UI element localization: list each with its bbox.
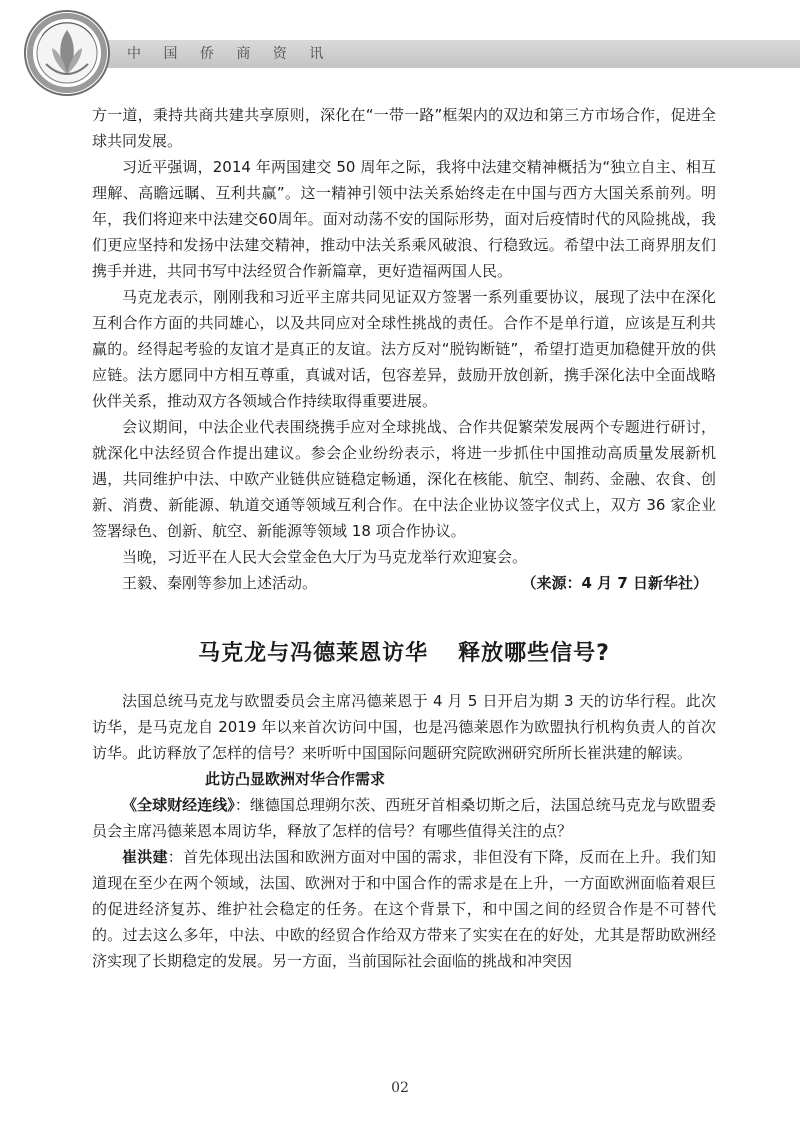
question-label: 《全球财经连线》 xyxy=(122,796,235,814)
logo-emblem xyxy=(22,8,112,98)
intro-paragraph: 法国总统马克龙与欧盟委员会主席冯德莱恩于 4 月 5 日开启为期 3 天的访华行程。此次访华，是马克龙自 2019 年以来首次访问中国，也是冯德莱恩作为欧盟执行机构负责人的首次访华。此访释放了怎样的信号？来听听中国国际问题研究院欧洲研究所所长崔洪建的解读。 xyxy=(92,692,716,762)
question-text: ：继德国总理朔尔茨、西班牙首相桑切斯之后，法国总统马克龙与欧盟委员会主席冯德莱恩本周访华，释放了怎样的信号？有哪些值得关注的点？ xyxy=(92,796,716,840)
header-title: 中 国 侨 商 资 讯 xyxy=(127,46,333,62)
paragraph: 习近平强调，2014 年两国建交 50 周年之际，我将中法建交精神概括为“独立自主、相互理解、高瞻远瞩、互利共赢”。这一精神引领中法关系始终走在中国与西方大国关系前列。明年，我们将迎来中法建交60周年。面对动荡不安的国际形势，面对后疫情时代的风险挑战，我们更应坚持和发扬中法建交精神，推动中法关系乘风破浪、行稳致远。希望中法工商界朋友们携手并进，共同书写中法经贸合作新篇章，更好造福两国人民。 xyxy=(92,158,716,280)
paragraph: 会议期间，中法企业代表围绕携手应对全球挑战、合作共促繁荣发展两个专题进行研讨，就深化中法经贸合作提出建议。参会企业纷纷表示，将进一步抓住中国推动高质量发展新机遇，共同维护中法、中欧产业链供应链稳定畅通，深化在核能、航空、制药、金融、农食、创新、消费、新能源、轨道交通等领域互利合作。在中法企业协议签字仪式上，双方 36 家企业签署绿色、创新、航空、新能源等领域 18 项合作协议。 xyxy=(92,418,716,540)
article-title xyxy=(92,639,716,669)
answer-label: 崔洪建 xyxy=(122,848,168,866)
paragraph: 方一道，秉持共商共建共享原则，深化在“一带一路”框架内的双边和第三方市场合作，促进全球共同发展。 xyxy=(92,106,716,150)
answer-text: ：首先体现出法国和欧洲方面对中国的需求，非但没有下降，反而在上升。我们知道现在至少在两个领域，法国、欧洲对于和中国合作的需求是在上升，一方面欧洲面临着艰巨的促进经济复苏、维护社会稳定的任务。在这个背景下，和中国之间的经贸合作是不可替代的。过去这么多年，中法、中欧的经贸合作给双方带来了实实在在的好处，尤其是帮助欧洲经济实现了长期稳定的发展。另一方面，当前国际社会面临的挑战和冲突因 xyxy=(92,848,716,970)
question-paragraph xyxy=(92,792,716,844)
page-body xyxy=(92,102,716,974)
closing-line xyxy=(92,570,716,596)
page-number: 02 xyxy=(391,1080,409,1096)
paragraph: 当晚，习近平在人民大会堂金色大厅为马克龙举行欢迎宴会。 xyxy=(122,548,528,566)
source-citation: （来源：4 月 7 日新华社） xyxy=(521,574,708,592)
paragraph: 马克龙表示，刚刚我和习近平主席共同见证双方签署一系列重要协议，展现了法中在深化互利合作方面的共同雄心，以及共同应对全球性挑战的责任。合作不是单行道，应该是互利共赢的。经得起考验的友谊才是真正的友谊。法方反对“脱钩断链”，希望打造更加稳健开放的供应链。法方愿同中方相互尊重，真诚对话，包容差异，鼓励开放创新，携手深化法中全面战略伙伴关系，推动双方各领域合作持续取得重要进展。 xyxy=(92,288,716,410)
article-title-part2: 释放哪些信号? xyxy=(458,641,610,666)
answer-paragraph xyxy=(92,844,716,974)
section-subheading: 此访凸显欧洲对华合作需求 xyxy=(205,770,386,788)
article-title-part1: 马克龙与冯德莱恩访华 xyxy=(198,641,429,666)
attendees-text: 王毅、秦刚等参加上述活动。 xyxy=(122,574,318,592)
